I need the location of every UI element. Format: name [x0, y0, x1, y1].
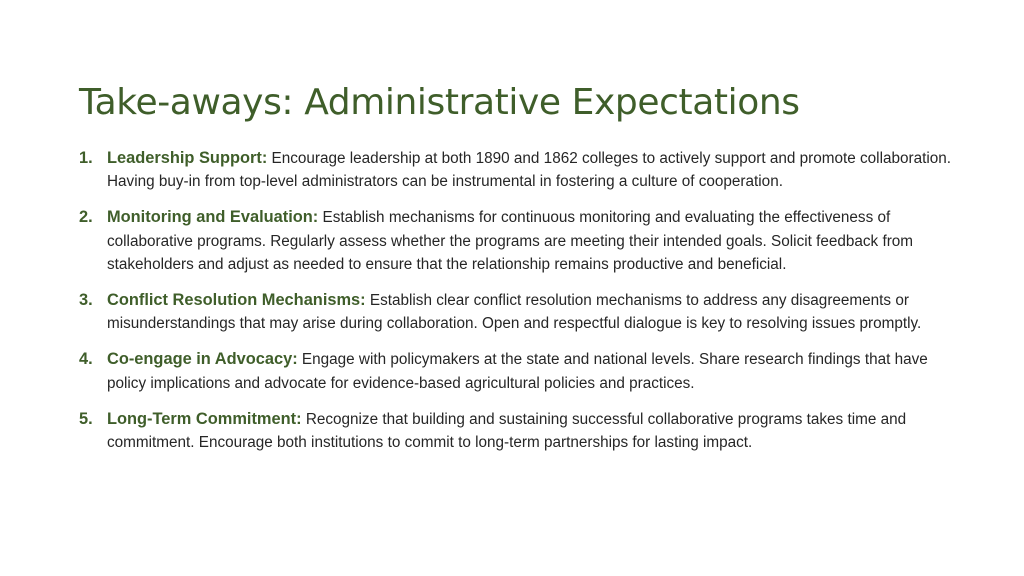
slide-title: Take-aways: Administrative Expectations [79, 82, 800, 124]
item-text: Establish mechanisms for continuous monitoring and evaluating the effectiveness of collaborative programs. Regularly assess whether the programs are meeting their intended goals. Solicit feedback from stakeholders and adjust as needed to ensure that the relationship remains productive and beneficial. [107, 209, 914, 273]
list-item [79, 289, 959, 335]
item-heading: Long-Term Commitment: [107, 409, 302, 428]
item-number: 2. [79, 208, 93, 227]
item-number: 5. [79, 409, 93, 428]
item-text: Recognize that building and sustaining successful collaborative programs takes time and commitment. Encourage both institutions to commit to long-term partnerships for lasting impact. [107, 410, 907, 452]
item-number: 1. [79, 149, 93, 167]
item-number: 4. [79, 350, 93, 369]
list-item [79, 147, 959, 193]
list-item [79, 206, 959, 276]
list-item [79, 408, 959, 454]
item-heading: Leadership Support: [107, 149, 268, 167]
takeaways-list [79, 147, 959, 454]
item-text: Engage with policymakers at the state and national levels. Share research findings that have policy implications and advocate for evidence-based agricultural policies and practices. [107, 351, 928, 392]
item-text: Establish clear conflict resolution mechanisms to address any disagreements or misunderstandings that may arise during collaboration. Open and respectful dialogue is key to resolving issues promptly. [107, 292, 922, 333]
item-heading: Monitoring and Evaluation: [107, 208, 319, 227]
item-heading: Co-engage in Advocacy: [107, 350, 298, 369]
item-number: 3. [79, 291, 93, 310]
item-heading: Conflict Resolution Mechanisms: [107, 291, 366, 310]
item-text: Encourage leadership at both 1890 and 1862 colleges to actively support and promote collaboration. Having buy-in from top-level administrators can be instrumental in fostering a culture of cooperation. [107, 150, 952, 191]
list-item [79, 348, 959, 394]
